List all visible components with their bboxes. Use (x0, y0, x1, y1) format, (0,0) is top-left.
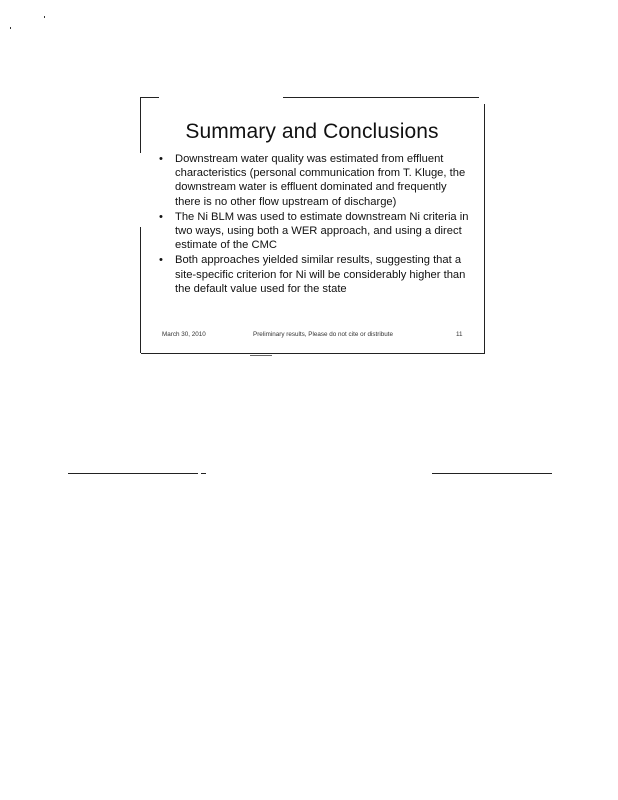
bullet-item (151, 210, 471, 253)
slide-frame-bottom-tick (250, 355, 272, 356)
slide-frame-right (484, 104, 485, 353)
bullet-marker: • (159, 153, 163, 165)
footer-date: March 30, 2010 (162, 331, 206, 338)
footer-note: Preliminary results, Please do not cite or distribute (253, 331, 393, 338)
footer-page-number: 11 (456, 331, 463, 338)
bullet-text: The Ni BLM was used to estimate downstream Ni criteria in two ways, using both a WER approach, and using a direct estimate of the CMC (175, 210, 469, 252)
bullet-marker: • (159, 210, 163, 223)
bullet-text: Downstream water quality was estimated from effluent characteristics (personal communication from T. Kluge, the downstream water is effluent dominated and frequently there is no other flow upstream of discharge) (175, 153, 466, 208)
slide-title: Summary and Conclusions (185, 120, 439, 143)
separator-left-dash (201, 473, 206, 474)
scan-speck (10, 27, 11, 29)
bullet-list (151, 152, 471, 297)
slide-frame-bottom (141, 353, 485, 354)
bullet-marker: • (159, 254, 163, 267)
bullet-item (151, 253, 471, 296)
scan-speck (44, 16, 45, 18)
slide (141, 98, 483, 353)
separator-right (432, 473, 552, 474)
separator-left (68, 473, 198, 474)
bullet-item (151, 152, 471, 209)
bullet-text: Both approaches yielded similar results, suggesting that a site-specific criterion for Ni will be considerably higher than the default value used for the state (175, 254, 466, 295)
